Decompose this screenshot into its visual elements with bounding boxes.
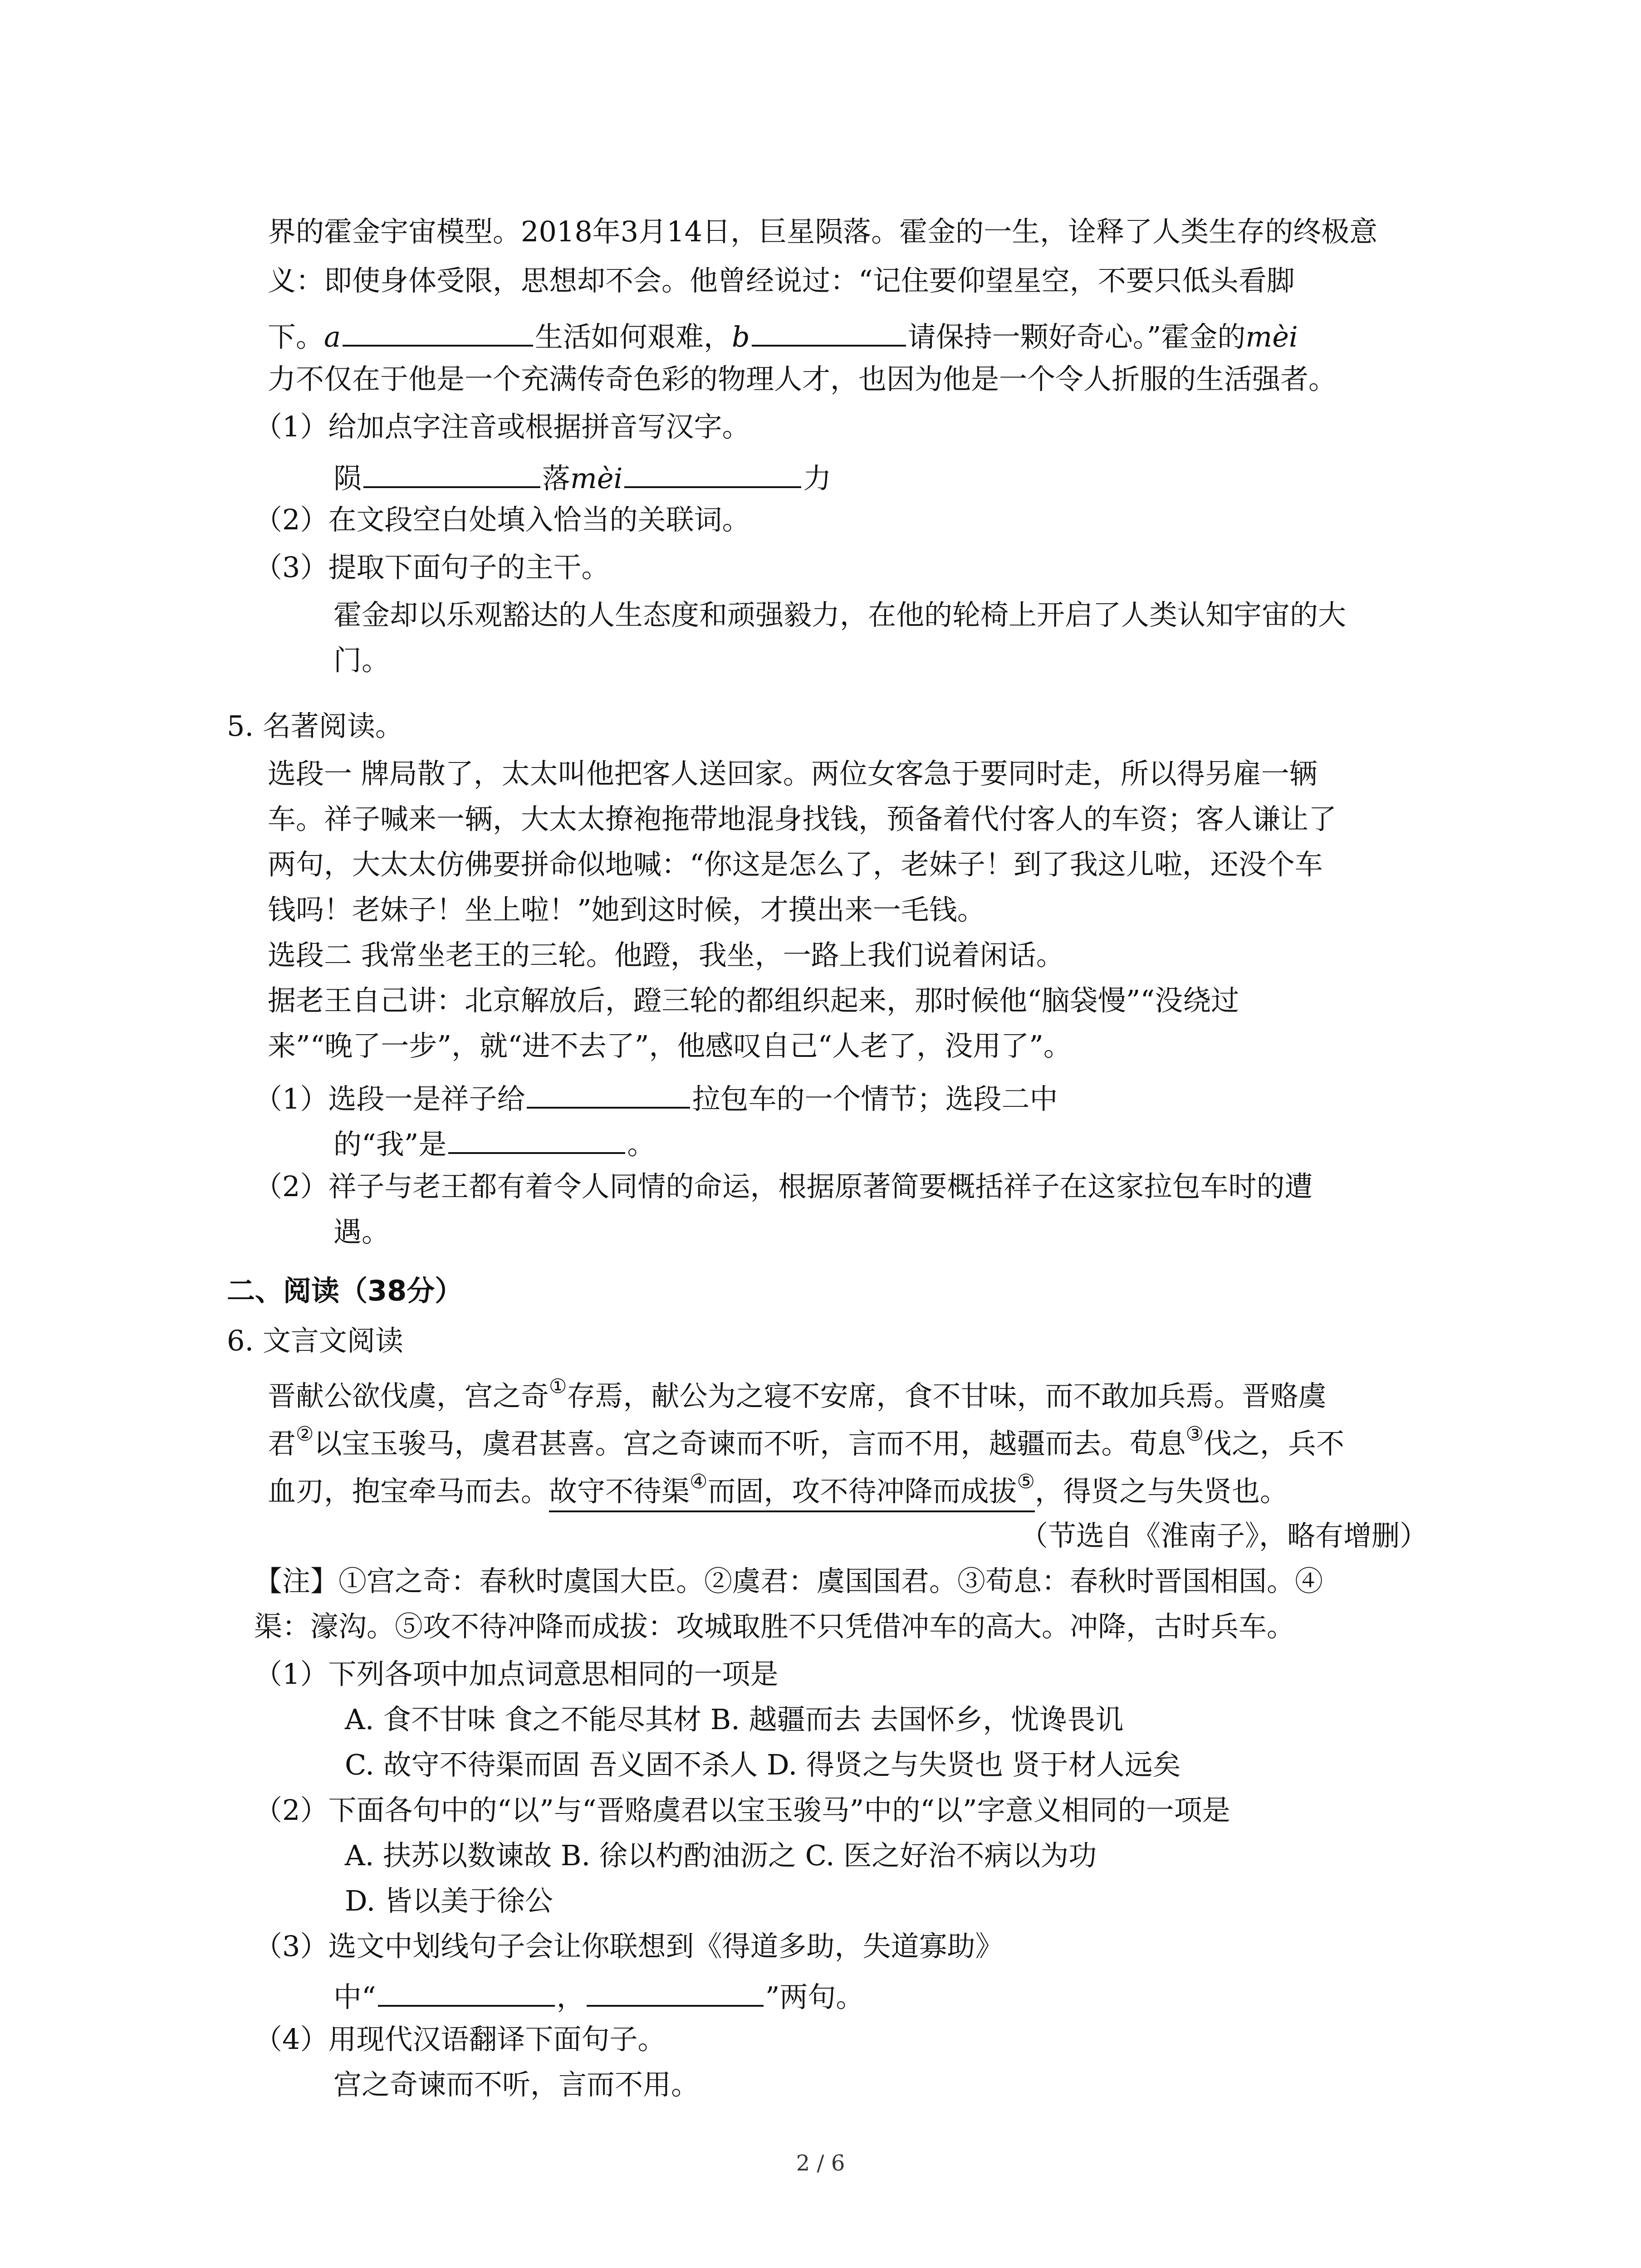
underlined-sentence: 而固，攻不待冲降而成拔 (707, 1475, 1017, 1508)
blank-quote-2[interactable] (587, 1978, 764, 2007)
char-li: 力 (803, 462, 832, 495)
blank-quote-1[interactable] (378, 1978, 555, 2007)
question-6-3-line2 (333, 1978, 864, 2014)
question-5-1-line2 (333, 1125, 656, 1161)
blank-mei[interactable] (624, 459, 801, 488)
blank-label-b: b (732, 320, 750, 353)
text: 晋献公欲伐虞，宫之奇 (268, 1379, 549, 1413)
note-marker: ① (549, 1375, 567, 1398)
passage-line (268, 318, 1298, 351)
pinyin-mei: mèi (1245, 320, 1298, 353)
passage-line: 两句，大太太仿佛要拼命似地喊：“你这是怎么了，老妹子！到了我这儿啦，还没个车 (268, 848, 1323, 881)
question-6-3: （3）选文中划线句子会让你联想到《得道多助，失道寡助》 (254, 1930, 1004, 1963)
question-5-2: （2）祥子与老王都有着令人同情的命运，根据原著简要概括祥子在这家拉包车时的遭 (254, 1170, 1313, 1203)
blank-a[interactable] (343, 318, 533, 347)
page-number: 2 / 6 (796, 2151, 845, 2176)
question-3-sentence: 霍金却以乐观豁达的人生态度和顽强毅力，在他的轮椅上开启了人类认知宇宙的大 (333, 598, 1347, 631)
text: 中“ (333, 1980, 376, 2014)
question-2: （2）在文段空白处填入恰当的关联词。 (254, 503, 750, 536)
question-6-2-options-abc: A. 扶苏以数谏故 B. 徐以杓酌油沥之 C. 医之好治不病以为功 (345, 1839, 1097, 1872)
classical-text-line (268, 1375, 1327, 1413)
note-marker: ② (296, 1422, 314, 1446)
text: 血刃，抱宝牵马而去。 (268, 1475, 549, 1508)
blank-label-a: a (324, 320, 341, 353)
blank-employer[interactable] (527, 1080, 690, 1109)
question-1-answer-line (333, 459, 831, 493)
question-6-4: （4）用现代汉语翻译下面句子。 (254, 2023, 666, 2056)
passage-line: 选段二 我常坐老王的三轮。他蹬，我坐，一路上我们说着闲话。 (268, 938, 1064, 972)
classical-text-line (268, 1424, 1344, 1458)
text: 的“我”是 (333, 1128, 447, 1161)
question-6-2: （2）下面各句中的“以”与“晋赂虞君以宝玉骏马”中的“以”字意义相同的一项是 (254, 1794, 1230, 1827)
text: 生活如何艰难， (534, 320, 732, 353)
source-citation: （节选自《淮南子》，略有增删） (1019, 1519, 1428, 1552)
text: 请保持一颗好奇心。”霍金的 (907, 320, 1246, 353)
notes-line: 【注】①宫之奇：春秋时虞国大臣。②虞君：虞国国君。③荀息：春秋时晋国相国。④ (254, 1564, 1323, 1598)
blank-narrator[interactable] (448, 1125, 625, 1154)
underlined-sentence: 故守不待渠 (549, 1475, 690, 1508)
question-3-sentence: 门。 (333, 644, 390, 677)
question-3: （3）提取下面句子的主干。 (254, 551, 610, 584)
question-6-title: 6. 文言文阅读 (227, 1324, 403, 1357)
question-5-title: 5. 名著阅读。 (227, 709, 403, 743)
section-heading: 二、阅读（38分） (227, 1274, 463, 1307)
question-6-2-option-d: D. 皆以美于徐公 (345, 1884, 553, 1917)
question-5-2-line2: 遇。 (333, 1215, 390, 1248)
notes-line: 渠：濠沟。⑤攻不待冲降而成拔：攻城取胜不只凭借冲车的高大。冲降，古时兵车。 (254, 1610, 1295, 1643)
text: 。 (627, 1128, 656, 1161)
question-6-1-options-cd: C. 故守不待渠而固 吾义固不杀人 D. 得贤之与失贤也 贤于材人远矣 (345, 1748, 1181, 1781)
note-marker: ③ (1185, 1422, 1204, 1446)
passage-line: 钱吗！老妹子！坐上啦！”她到这时候，才摸出来一毛钱。 (268, 893, 985, 926)
passage-line: 车。祥子喊来一辆，大太太撩袍拖带地混身找钱，预备着代付客人的车资；客人谦让了 (268, 802, 1337, 836)
blank-b[interactable] (752, 318, 906, 347)
text: 存焉，献公为之寝不安席，食不甘味，而不敢加兵焉。晋赂虞 (567, 1379, 1327, 1413)
question-6-1: （1）下列各项中加点词意思相同的一项是 (254, 1657, 779, 1691)
char-luo: 落 (542, 462, 571, 495)
question-6-1-options-ab: A. 食不甘味 食之不能尽其材 B. 越疆而去 去国怀乡，忧谗畏讥 (345, 1703, 1124, 1736)
note-marker: ④ (690, 1470, 708, 1493)
text: ”两句。 (765, 1980, 864, 2014)
text: ， (556, 1980, 585, 2014)
passage-line: 据老王自己讲：北京解放后，蹬三轮的都组织起来，那时候他“脑袋慢”“没绕过 (268, 984, 1239, 1017)
text: 君 (268, 1427, 296, 1460)
text: 拉包车的一个情节；选段二中 (692, 1082, 1058, 1115)
passage-line: 选段一 牌局散了，太太叫他把客人送回家。两位女客急于要同时走，所以得另雇一辆 (268, 757, 1318, 790)
passage-line: 来”“晚了一步”，就“进不去了”，他感叹自己“人老了，没用了”。 (268, 1029, 1072, 1062)
question-5-1 (254, 1080, 1058, 1113)
text: ，得贤之与失贤也。 (1034, 1475, 1288, 1508)
pinyin-mei: mèi (570, 462, 623, 495)
passage-line: 力不仅在于他是一个充满传奇色彩的物理人才，也因为他是一个令人折服的生活强者。 (268, 362, 1337, 396)
note-marker: ⑤ (1017, 1470, 1035, 1493)
classical-text-line (268, 1470, 1288, 1508)
text: 下。 (268, 320, 324, 353)
question-1: （1）给加点字注音或根据拼音写汉字。 (254, 410, 750, 443)
passage-line: 界的霍金宇宙模型。2018年3月14日，巨星陨落。霍金的一生，诠释了人类生存的终极意 (268, 215, 1378, 248)
text: 伐之，兵不 (1203, 1427, 1344, 1460)
passage-line: 义：即使身体受限，思想却不会。他曾经说过：“记住要仰望星空，不要只低头看脚 (268, 264, 1295, 297)
question-6-4-sentence: 宫之奇谏而不听，言而不用。 (333, 2068, 700, 2101)
char-yun: 陨 (333, 462, 362, 495)
blank-yun[interactable] (363, 459, 540, 488)
text: （1）选段一是祥子给 (254, 1082, 525, 1115)
text: 以宝玉骏马，虞君甚喜。宫之奇谏而不听，言而不用，越疆而去。荀息 (314, 1427, 1186, 1460)
